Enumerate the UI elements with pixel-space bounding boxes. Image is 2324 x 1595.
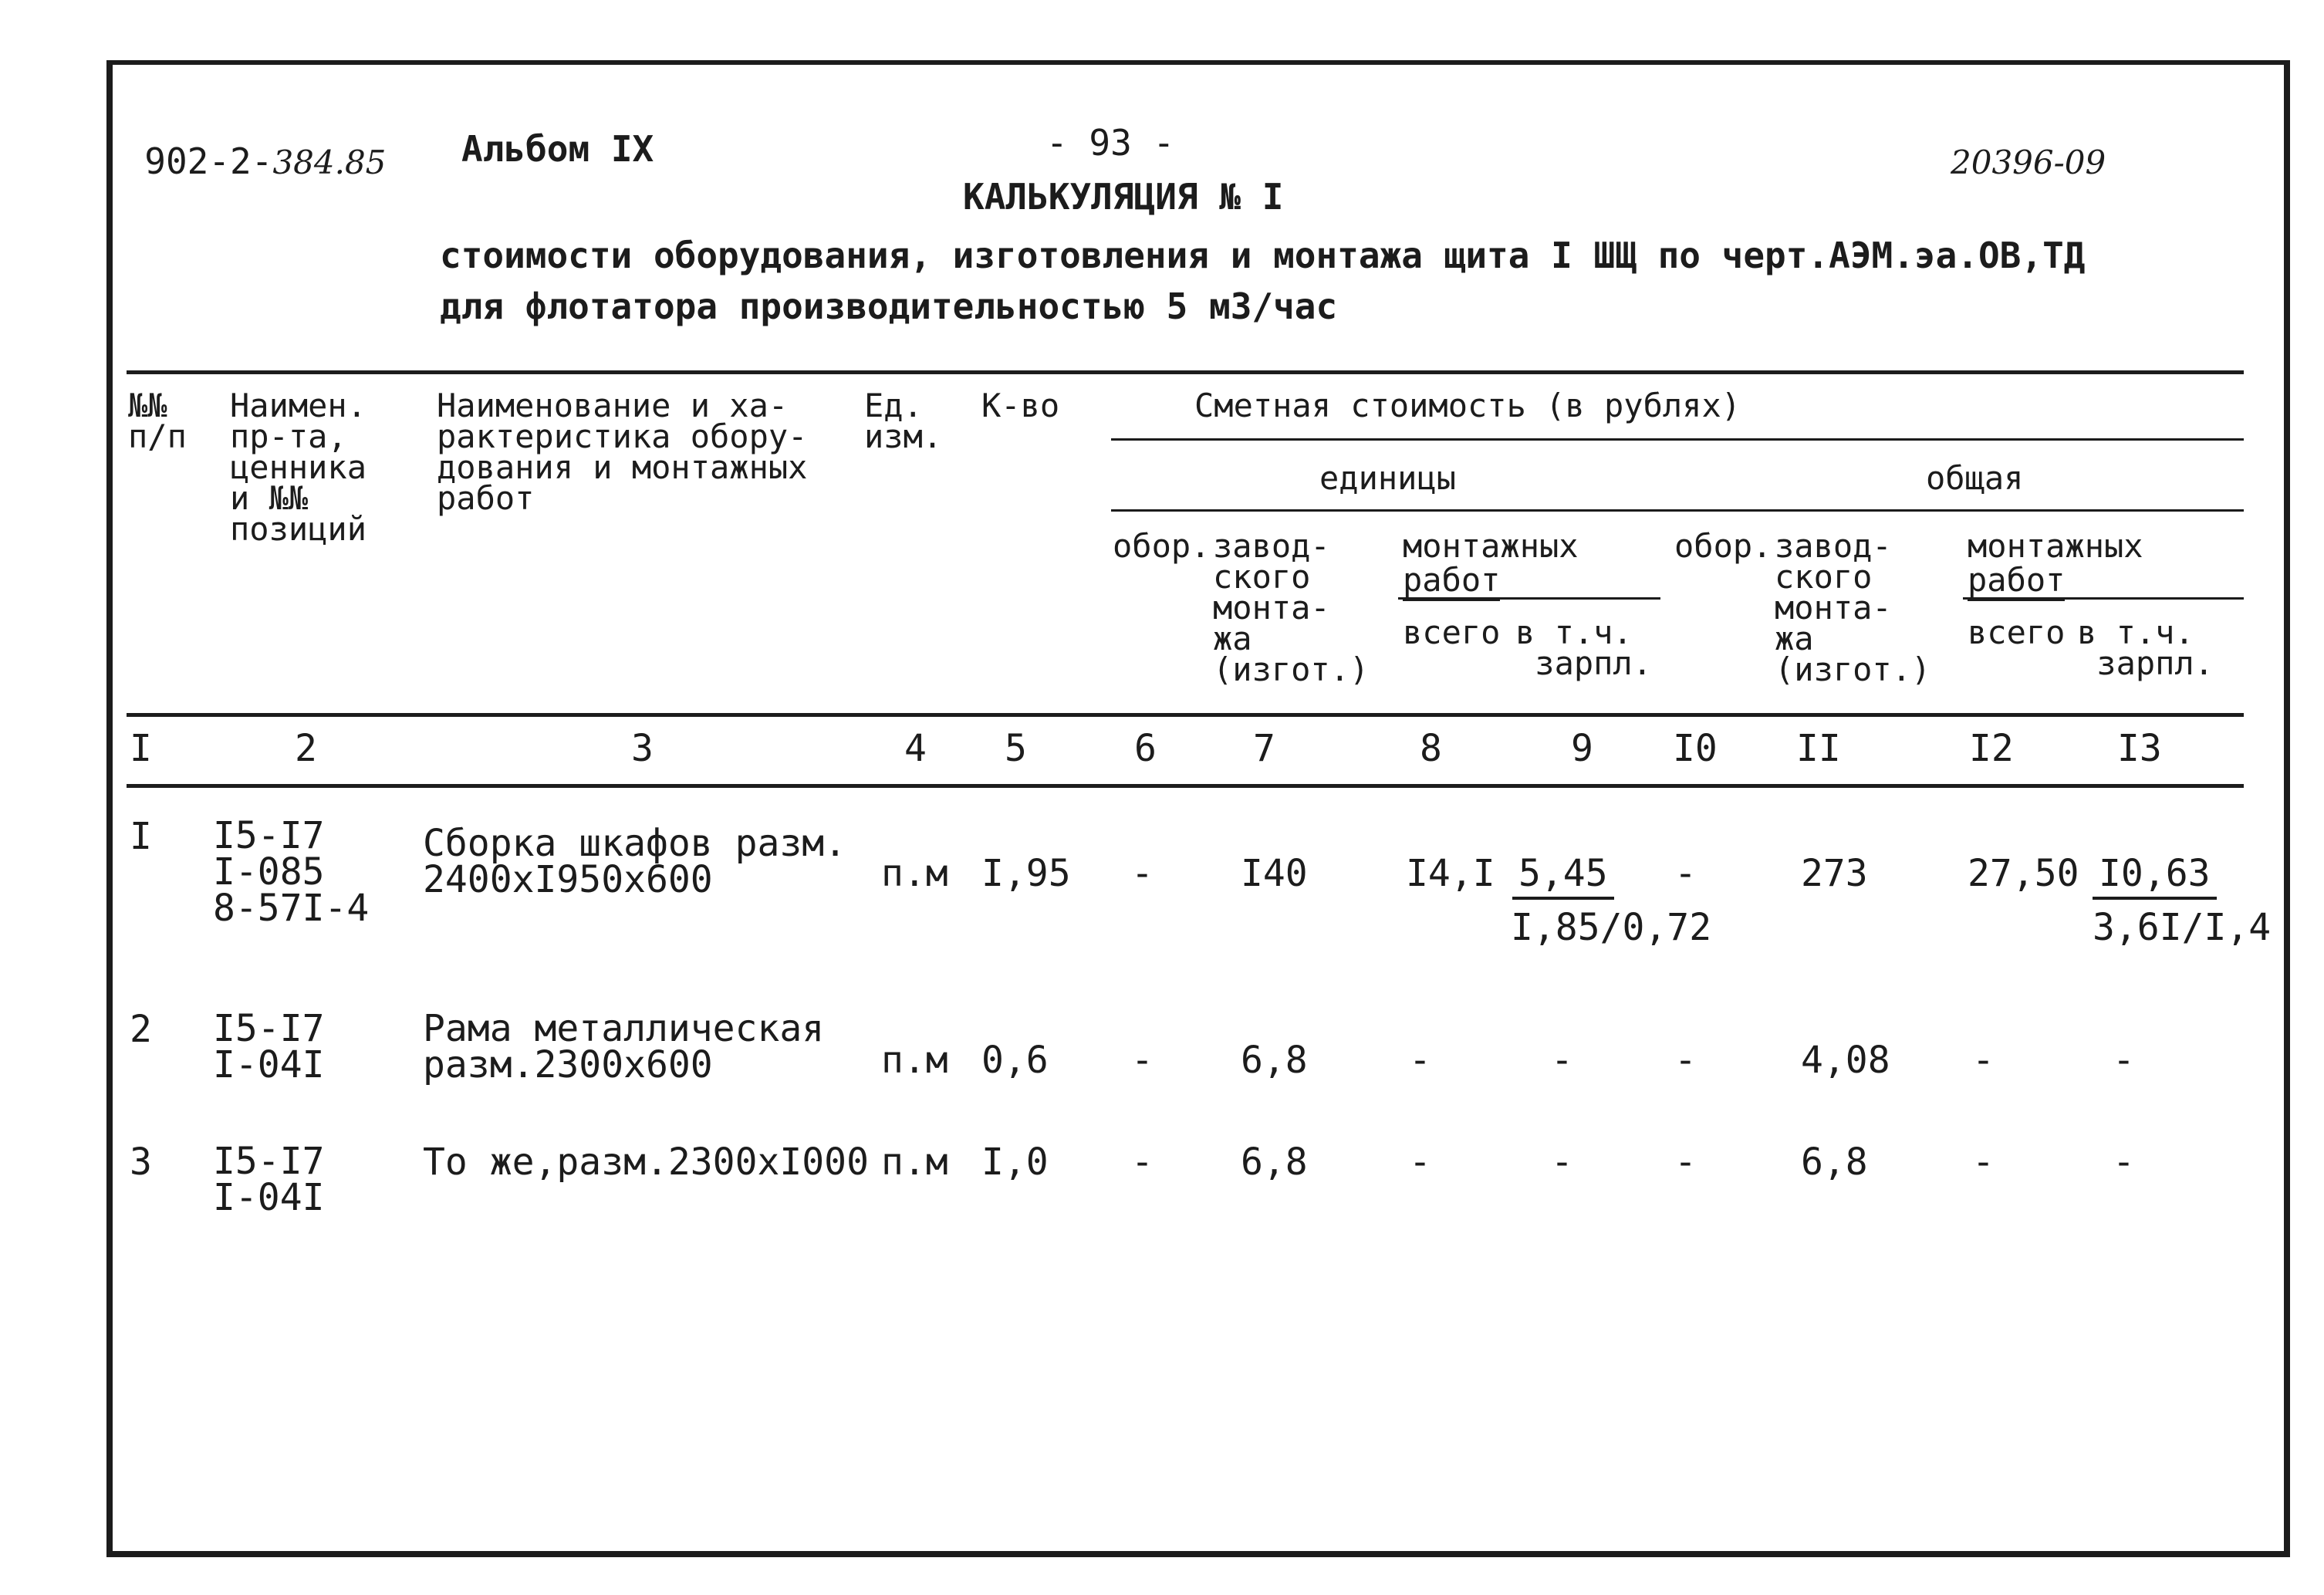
row-3-qty: I,0 — [981, 1140, 1049, 1184]
page-subtitle-line-2: для флотатора производительностью 5 м3/час — [440, 286, 1338, 327]
column-number: 8 — [1420, 727, 1442, 770]
page-frame — [106, 60, 2290, 1557]
column-number: 3 — [631, 727, 654, 770]
column-number: 2 — [295, 727, 317, 770]
row-1-wages: 5,45 — [1512, 855, 1614, 892]
row-2-code: I5-I7 I-04I — [213, 1007, 325, 1087]
column-number: 7 — [1253, 727, 1275, 770]
row-2-unit: п.м — [881, 1039, 948, 1082]
row-3-total-equipment: - — [1674, 1140, 1697, 1184]
row-1-total-wages: I0,63 — [2093, 855, 2217, 892]
album-label: Альбом IX — [461, 128, 654, 170]
row-1-total-equipment: - — [1674, 852, 1697, 895]
header-col-name: Наименование и ха- рактеристика обору- дования и монтажных работ — [437, 387, 808, 517]
row-3-unit: п.м — [881, 1140, 948, 1184]
header-unit-equipment: обор. — [1113, 527, 1211, 565]
row-2-mont-total: - — [1409, 1039, 1431, 1082]
row-1-wages-breakdown: I,85/0,72 — [1511, 906, 1712, 949]
row-3-wages: - — [1551, 1140, 1573, 1184]
header-col-number: №№ п/п — [128, 387, 187, 455]
row-1-name: Сборка шкафов разм. 2400хI950х600 — [423, 822, 847, 902]
col-numbers-rule — [127, 784, 2244, 788]
column-number: I — [130, 727, 152, 770]
column-number: 9 — [1571, 727, 1593, 770]
row-3-equipment: - — [1131, 1140, 1154, 1184]
row-2-wages: - — [1551, 1039, 1573, 1082]
page-title: КАЛЬКУЛЯЦИЯ № I — [963, 176, 1284, 218]
header-unit-mont-1: монтажных — [1403, 527, 1579, 565]
document-code — [130, 131, 387, 182]
row-2-equipment: - — [1131, 1039, 1154, 1082]
column-number: I3 — [2117, 727, 2162, 770]
header-total-vtch: в т.ч. зарпл. — [2077, 613, 2214, 682]
header-unit-vsego: всего — [1403, 613, 1501, 651]
row-3-mont-total: - — [1409, 1140, 1431, 1184]
header-unit-group: единицы — [1319, 459, 1457, 497]
header-total-mont-1: монтажных — [1968, 527, 2143, 565]
row-1-mont-total: I4,I — [1406, 852, 1495, 895]
header-unit-vtch: в т.ч. зарпл. — [1515, 613, 1653, 682]
header-cost-group: Сметная стоимость (в рублях) — [1194, 387, 1741, 424]
row-2-qty: 0,6 — [981, 1039, 1049, 1082]
row-1-total-wages-breakdown: 3,6I/I,4 — [2093, 906, 2272, 949]
page-subtitle-line-1: стоимости оборудования, изготовления и монтажа щита I ШЩ по черт.АЭМ.эа.ОВ,ТД — [440, 235, 2086, 276]
row-3-total-factory: 6,8 — [1801, 1140, 1868, 1184]
header-total-factory: завод- ского монта- жа (изгот.) — [1775, 527, 1931, 688]
header-col-code: Наимен. пр-та, ценника и №№ позиций — [230, 387, 367, 548]
header-unit-factory: завод- ского монта- жа (изгот.) — [1213, 527, 1370, 688]
header-total-group: общая — [1926, 459, 2024, 497]
row-3-name: То же,разм.2300хI000 — [423, 1140, 869, 1184]
header-col-unit: Ед. изм. — [864, 387, 943, 455]
row-1-number: I — [130, 815, 152, 858]
archive-stamp: 20396-09 — [1951, 144, 2106, 181]
row-2-number: 2 — [130, 1008, 152, 1051]
row-1-total-factory: 273 — [1801, 852, 1868, 895]
row-1-code: I5-I7 I-085 8-57I-4 — [213, 814, 370, 931]
column-number: 4 — [904, 727, 927, 770]
row-1-unit: п.м — [881, 852, 948, 895]
row-1-factory: I40 — [1241, 852, 1308, 895]
row-2-factory: 6,8 — [1241, 1039, 1308, 1082]
column-number: 5 — [1005, 727, 1027, 770]
header-unit-mont-2: работ — [1403, 565, 1500, 596]
column-number: II — [1796, 727, 1841, 770]
column-number: I0 — [1673, 727, 1718, 770]
header-total-equipment: обор. — [1674, 527, 1772, 565]
header-total-mont-2: работ — [1968, 565, 2065, 596]
row-3-total-mont: - — [1972, 1140, 1995, 1184]
header-bottom-rule — [127, 713, 2244, 717]
unit-total-rule — [1111, 509, 2244, 512]
table-top-rule — [127, 370, 2244, 374]
row-1-total-mont: 27,50 — [1968, 852, 2079, 895]
header-col-qty: К-во — [981, 387, 1060, 424]
header-total-vsego: всего — [1968, 613, 2066, 651]
row-2-total-mont: - — [1972, 1039, 1995, 1082]
row-2-total-wages: - — [2113, 1039, 2135, 1082]
page-number: - 93 - — [1046, 122, 1175, 164]
row-2-name: Рама металлическая разм.2300х600 — [423, 1007, 825, 1087]
row-2-total-factory: 4,08 — [1801, 1039, 1890, 1082]
row-3-total-wages: - — [2113, 1140, 2135, 1184]
row-2-total-equipment: - — [1674, 1039, 1697, 1082]
row-3-factory: 6,8 — [1241, 1140, 1308, 1184]
row-1-qty: I,95 — [981, 852, 1071, 895]
column-number: 6 — [1134, 727, 1157, 770]
document-code-handwritten: 384.85 — [272, 144, 387, 181]
row-3-code: I5-I7 I-04I — [213, 1140, 325, 1220]
column-number: I2 — [1969, 727, 2014, 770]
row-1-equipment: - — [1131, 852, 1154, 895]
document-code-prefix: 902-2- — [144, 140, 273, 182]
cost-group-rule — [1111, 438, 2244, 441]
row-3-number: 3 — [130, 1140, 152, 1184]
